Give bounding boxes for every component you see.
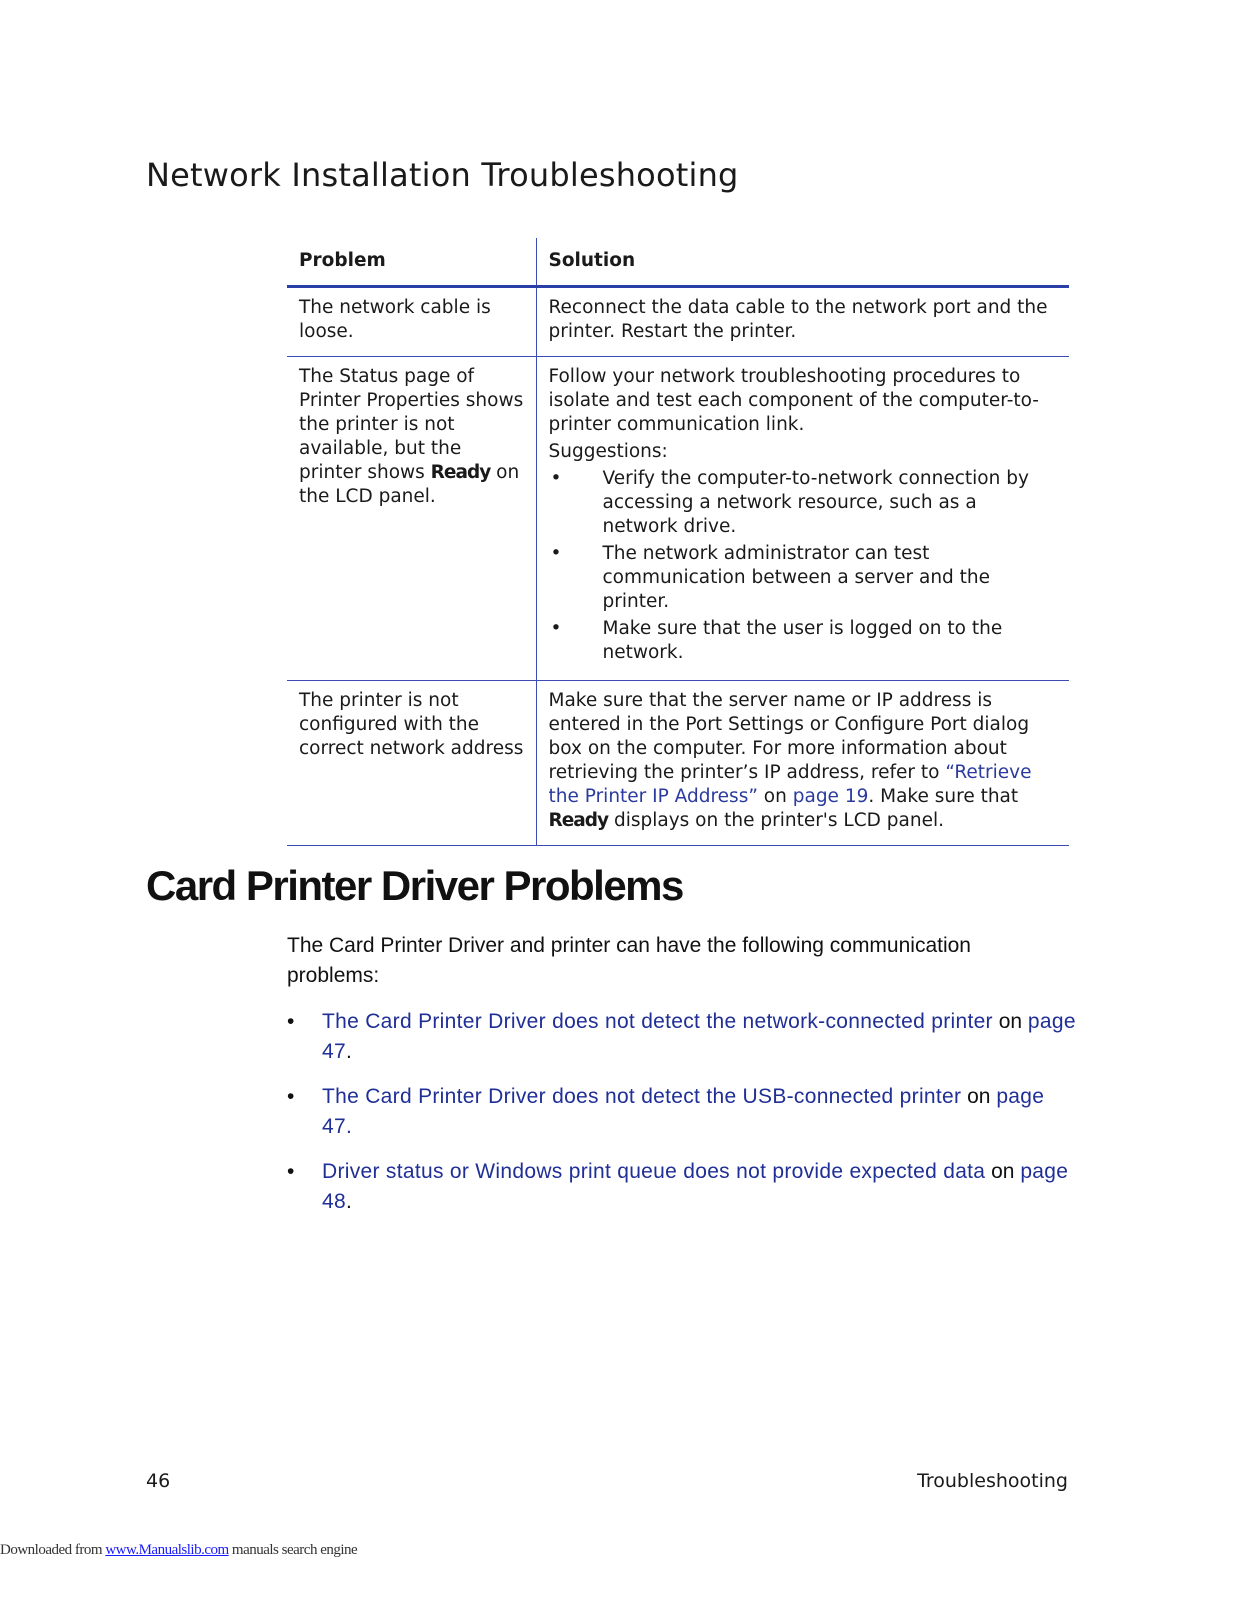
solution-cell: Reconnect the data cable to the network port and the printer. Restart the printer. xyxy=(536,287,1069,357)
link-end-text: . xyxy=(345,1040,352,1063)
solution-intro: Follow your network troubleshooting procedures to isolate and test each component of the computer-to-printer communication link. xyxy=(548,366,1039,435)
list-item xyxy=(287,1007,1077,1067)
bullet-icon: • xyxy=(550,468,562,489)
problem-cell xyxy=(287,357,536,681)
suggestions-list xyxy=(549,467,1058,665)
bullet-icon: • xyxy=(287,1160,295,1183)
problem-text: on the LCD panel. xyxy=(299,462,520,507)
watermark-suffix: manuals search engine xyxy=(228,1542,358,1558)
page-heading: Card Printer Driver Problems xyxy=(146,862,683,909)
solution-cell xyxy=(536,681,1069,846)
driver-status-link[interactable]: Driver status or Windows print queue does not provide expected data xyxy=(322,1160,986,1183)
chapter-name: Troubleshooting xyxy=(917,1470,1068,1492)
problem-links-list xyxy=(287,1007,1077,1232)
retrieve-ip-link[interactable]: “Retrieve the Printer IP Address” xyxy=(548,762,1032,807)
suggestion-text: Verify the computer-to-network connection by accessing a network resource, such as a network drive. xyxy=(602,468,1029,537)
table-row xyxy=(287,287,1069,357)
solution-text: displays on the printer's LCD panel. xyxy=(608,810,944,831)
bullet-icon: • xyxy=(287,1010,295,1033)
link-on-text: on xyxy=(985,1160,1021,1183)
problem-text: The Status page of Printer Properties shows the printer is not available, but the printer shows xyxy=(299,366,524,483)
list-item xyxy=(287,1157,1077,1217)
link-end-text: . xyxy=(345,1190,352,1213)
problem-cell: The printer is not configured with the correct network address xyxy=(287,681,536,846)
link-on-text: on xyxy=(992,1010,1028,1033)
network-printer-link[interactable]: The Card Printer Driver does not detect the network-connected printer xyxy=(322,1010,993,1033)
header-solution: Solution xyxy=(536,238,1069,287)
problem-cell: The network cable is loose. xyxy=(287,287,536,357)
suggestions-label: Suggestions: xyxy=(548,441,668,462)
intro-paragraph: The Card Printer Driver and printer can have the following communication problems: xyxy=(287,934,971,987)
watermark-prefix: Downloaded from xyxy=(0,1542,106,1558)
page-48-link[interactable]: page 48 xyxy=(322,1160,1069,1213)
table-row xyxy=(287,681,1069,846)
page-47-link[interactable]: page 47 xyxy=(322,1010,1076,1063)
solution-text: . Make sure that xyxy=(868,786,1019,807)
ready-status-text: Ready xyxy=(548,810,609,831)
manualslib-link[interactable]: www.Manualslib.com xyxy=(105,1542,229,1558)
suggestion-text: Make sure that the user is logged on to the network. xyxy=(602,618,1003,663)
solution-text: on xyxy=(757,786,793,807)
bullet-icon: • xyxy=(287,1085,295,1108)
download-watermark xyxy=(0,1542,357,1559)
table-header-row xyxy=(287,238,1069,287)
list-item xyxy=(549,617,1058,665)
troubleshooting-table xyxy=(287,238,1069,846)
bullet-icon: • xyxy=(550,543,562,564)
link-on-text: on xyxy=(961,1085,997,1108)
page-19-link[interactable]: page 19 xyxy=(792,786,869,807)
header-problem: Problem xyxy=(287,238,536,287)
page-number: 46 xyxy=(146,1470,171,1492)
section-title: Network Installation Troubleshooting xyxy=(146,156,739,194)
table-row xyxy=(287,357,1069,681)
page-47-link[interactable]: page 47. xyxy=(322,1085,1045,1138)
solution-text: Make sure that the server name or IP address is entered in the Port Settings or Configure Port dialog box on the computer. For more information about retrieving the printer’s IP address, refer to xyxy=(548,690,1030,783)
ready-status-text: Ready xyxy=(430,462,491,483)
usb-printer-link[interactable]: The Card Printer Driver does not detect the USB-connected printer xyxy=(322,1085,962,1108)
suggestion-text: The network administrator can test communication between a server and the printer. xyxy=(602,543,991,612)
list-item xyxy=(549,542,1058,614)
bullet-icon: • xyxy=(550,618,562,639)
list-item xyxy=(287,1082,1077,1142)
list-item xyxy=(549,467,1058,539)
solution-cell xyxy=(536,357,1069,681)
